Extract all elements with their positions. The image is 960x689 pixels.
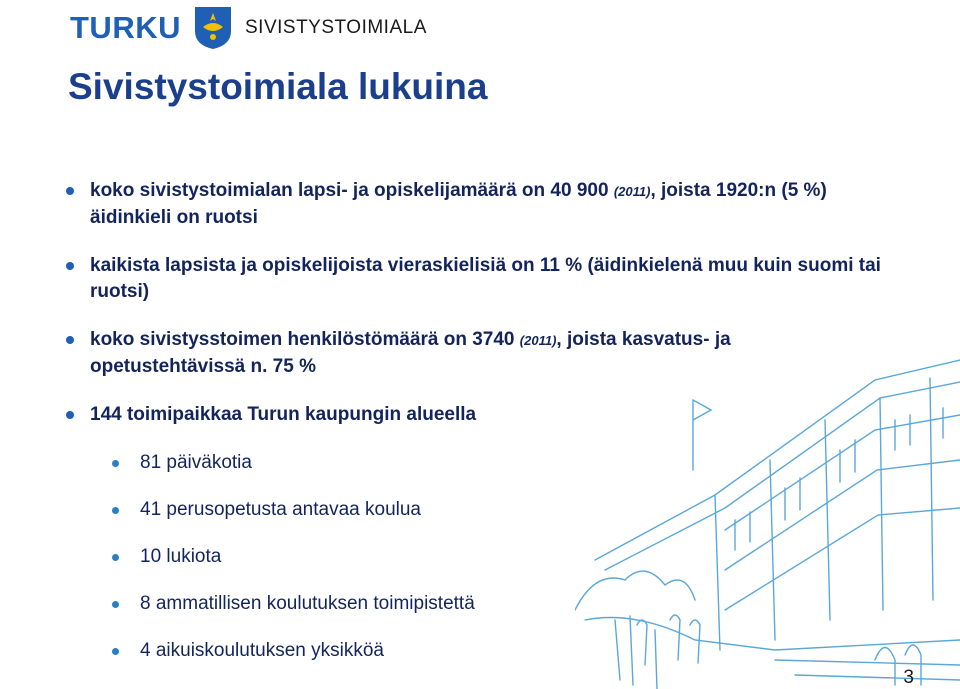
- bullet-text: , joista 1920:n (5 %) äidinkieli on ruotsi: [90, 180, 827, 228]
- bullet-year: (2011): [613, 184, 651, 199]
- bullet-dot-icon: [62, 178, 78, 204]
- sub-bullet-text: 8 ammatillisen koulutuksen toimipistettä: [140, 593, 475, 614]
- bullet-item: [62, 327, 882, 380]
- sub-bullet-dot-icon: [108, 638, 122, 664]
- sub-bullet-item: [62, 497, 882, 523]
- bullet-dot-icon: [62, 253, 78, 279]
- division-name: SIVISTYSTOIMIALA: [245, 17, 427, 38]
- turku-crest-icon: [193, 5, 233, 51]
- bullet-item: [62, 253, 882, 305]
- sub-bullet-item: [62, 638, 882, 664]
- sub-bullet-dot-icon: [108, 450, 122, 476]
- sub-bullet-text: 4 aikuiskoulutuksen yksikköä: [140, 640, 384, 661]
- sub-bullet-text: 81 päiväkotia: [140, 452, 252, 473]
- bullet-text: koko sivistystoimialan lapsi- ja opiskelijamäärä on 40 900: [90, 180, 614, 201]
- bullet-item: [62, 402, 882, 428]
- sub-bullet-item: [62, 544, 882, 570]
- bullet-text: koko sivistysstoimen henkilöstömäärä on 3740: [90, 329, 520, 350]
- bullet-item: [62, 178, 882, 231]
- sub-bullet-item: [62, 450, 882, 476]
- bullet-list: [62, 178, 882, 664]
- bullet-dot-icon: [62, 402, 78, 428]
- bullet-text: kaikista lapsista ja opiskelijoista vieraskielisiä on 11 % (äidinkielenä muu kuin suomi tai ruotsi): [90, 255, 881, 302]
- sub-bullet-dot-icon: [108, 544, 122, 570]
- brand-logo-text: TURKU: [70, 10, 181, 45]
- page-title: Sivistystoimiala lukuina: [68, 66, 488, 107]
- bullet-text: , joista kasvatus- ja opetustehtävissä n. 75 %: [90, 329, 731, 377]
- bullet-text: 144 toimipaikkaa Turun kaupungin alueella: [90, 404, 477, 425]
- header: [70, 6, 427, 50]
- sub-bullet-dot-icon: [108, 591, 122, 617]
- sub-bullet-text: 41 perusopetusta antavaa koulua: [140, 499, 421, 520]
- bullet-year: (2011): [519, 333, 557, 348]
- sub-bullet-text: 10 lukiota: [140, 546, 222, 567]
- bullet-dot-icon: [62, 327, 78, 353]
- sub-bullet-item: [62, 591, 882, 617]
- page-number: 3: [903, 667, 914, 688]
- sub-bullet-dot-icon: [108, 497, 122, 523]
